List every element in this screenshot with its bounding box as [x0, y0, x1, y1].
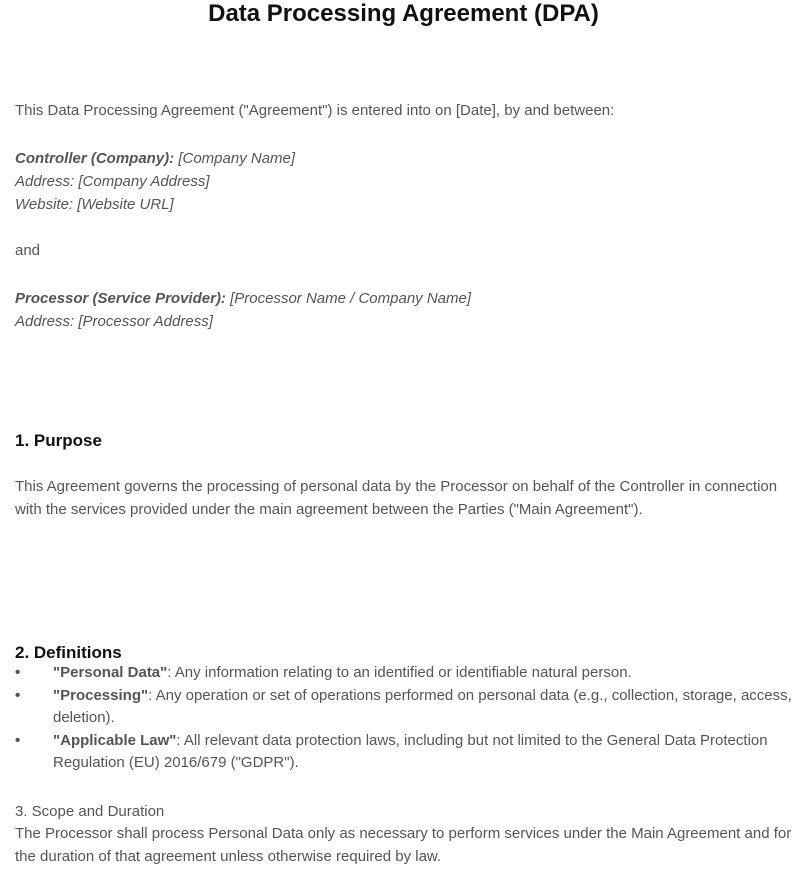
intro-paragraph: This Data Processing Agreement ("Agreement") is entered into on [Date], by and between: [15, 102, 615, 119]
document-title: Data Processing Agreement (DPA) [208, 0, 599, 27]
definition-term: "Applicable Law" [53, 731, 177, 749]
list-item [0, 662, 800, 685]
list-item [0, 730, 800, 775]
definition-term: "Processing" [53, 686, 149, 704]
definition-term: "Personal Data" [53, 664, 168, 681]
list-item [0, 685, 800, 730]
controller-line [15, 147, 797, 170]
definitions-list [0, 662, 800, 775]
processor-label: Processor (Service Provider): [15, 290, 226, 307]
section-definitions-heading: 2. Definitions [15, 643, 122, 662]
section-scope-body: The Processor shall process Personal Data only as necessary to perform services under the Main Agreement and for the duration of that agreement unless otherwise required by law. [15, 825, 792, 865]
controller-website: Website: [Website URL] [15, 196, 174, 213]
bullet-icon: • [15, 686, 21, 704]
bullet-icon: • [15, 664, 21, 681]
section-purpose-heading: 1. Purpose [15, 431, 102, 450]
definition-text: : Any operation or set of operations performed on personal data (e.g., collection, storage, access, deletion). [53, 686, 792, 726]
controller-block [15, 147, 797, 216]
processor-name: [Processor Name / Company Name] [225, 290, 472, 307]
processor-line [15, 287, 797, 310]
section-scope-heading: 3. Scope and Duration [15, 803, 165, 820]
processor-block [15, 287, 797, 333]
bullet-icon: • [15, 731, 21, 749]
processor-address: Address: [Processor Address] [15, 313, 213, 330]
definition-text: : Any information relating to an identified or identifiable natural person. [167, 664, 632, 681]
definition-text: : All relevant data protection laws, including but not limited to the General Data Protection Regulation (EU) 2016/679 ("GDPR"). [53, 731, 768, 771]
section-purpose-body: This Agreement governs the processing of personal data by the Processor on behalf of the Controller in connection with the services provided under the main agreement between the Parties ("Main Agreement"). [15, 478, 778, 518]
controller-label: Controller (Company): [15, 150, 175, 167]
and-text: and [15, 242, 41, 259]
controller-name: [Company Name] [174, 150, 296, 167]
controller-address: Address: [Company Address] [15, 173, 210, 190]
